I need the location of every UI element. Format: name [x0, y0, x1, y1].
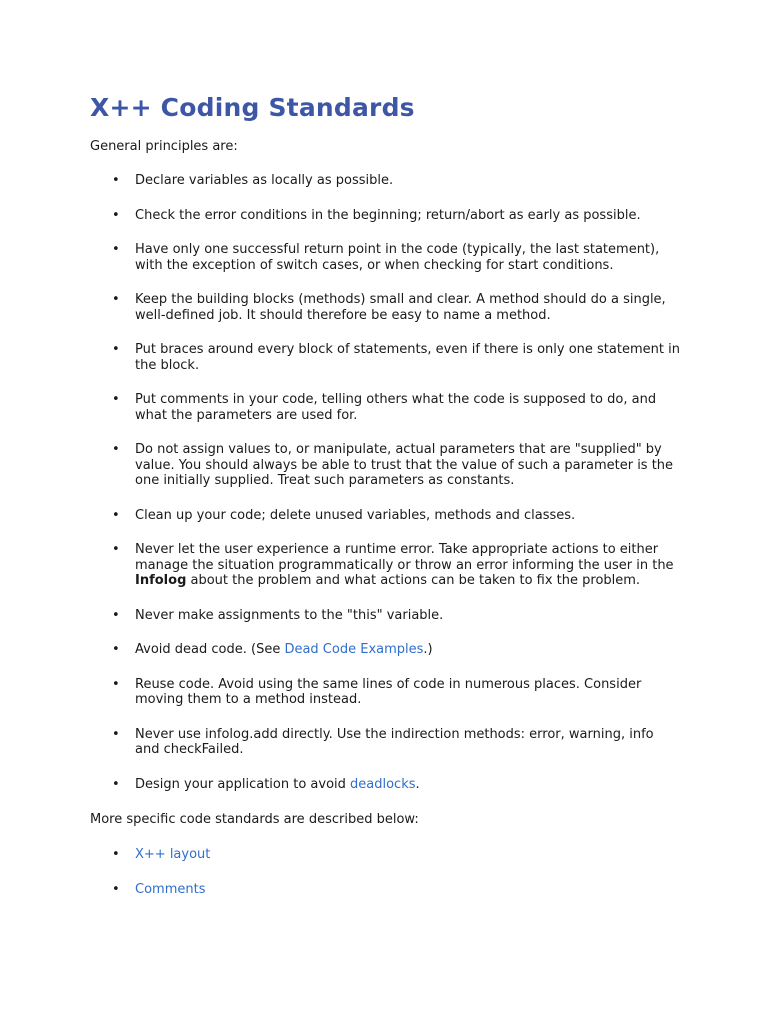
- list-item: [90, 342, 680, 373]
- list-item: [90, 442, 680, 489]
- list-item: [90, 208, 680, 224]
- item-text: Reuse code. Avoid using the same lines of code in numerous places. Consider moving them to a method instead.: [135, 676, 642, 707]
- list-item: [90, 173, 680, 189]
- list-item: [90, 677, 680, 708]
- item-text: Never let the user experience a runtime error. Take appropriate actions to either manage the situation programmatically or throw an error informing the user in the: [135, 542, 674, 573]
- list-item: [90, 847, 680, 863]
- item-text: .): [423, 642, 433, 657]
- list-item: [90, 392, 680, 423]
- item-text: Do not assign values to, or manipulate, actual parameters that are "supplied" by value. You should always be able to trust that the value of such a parameter is the one initially supplied. Treat such parameters as constants.: [135, 442, 674, 488]
- item-text: Never use infolog.add directly. Use the indirection methods: error, warning, info and checkFailed.: [135, 726, 654, 757]
- principles-list: [90, 173, 680, 811]
- list-item: [90, 508, 680, 524]
- list-item: [90, 542, 680, 589]
- item-text: Have only one successful return point in the code (typically, the last statement), with the exception of switch cases, or when checking for start conditions.: [135, 242, 660, 273]
- item-text: Avoid dead code. (See: [135, 642, 285, 657]
- intro-text: General principles are:: [90, 139, 238, 154]
- item-text: Check the error conditions in the beginning; return/abort as early as possible.: [135, 207, 641, 223]
- xpp-layout-link[interactable]: X++ layout: [135, 847, 211, 862]
- dead-code-examples-link[interactable]: Dead Code Examples: [284, 642, 424, 657]
- list-item: [90, 242, 680, 273]
- item-text: Put braces around every block of statements, even if there is only one statement in the block.: [135, 342, 680, 373]
- infolog-term: Infolog: [135, 573, 187, 588]
- list-item: [90, 642, 680, 658]
- standards-links-list: [90, 847, 680, 916]
- item-text: Design your application to avoid: [135, 776, 351, 792]
- item-text: Put comments in your code, telling others what the code is supposed to do, and what the parameters are used for.: [135, 392, 657, 423]
- page-title: X++ Coding Standards: [90, 93, 415, 122]
- comments-link[interactable]: Comments: [135, 881, 206, 897]
- deadlocks-link[interactable]: deadlocks: [350, 776, 416, 792]
- item-text: Declare variables as locally as possible.: [135, 173, 394, 188]
- item-text: Never make assignments to the "this" variable.: [135, 607, 444, 623]
- item-text: Clean up your code; delete unused variables, methods and classes.: [135, 507, 576, 523]
- more-standards-text: More specific code standards are described below:: [90, 812, 419, 827]
- list-item: [90, 727, 680, 758]
- list-item: [90, 882, 680, 898]
- list-item: [90, 777, 680, 793]
- item-text: about the problem and what actions can be taken to fix the problem.: [186, 573, 641, 588]
- item-text: .: [415, 776, 420, 792]
- list-item: [90, 292, 680, 323]
- item-text: Keep the building blocks (methods) small and clear. A method should do a single, well-defined job. It should therefore be easy to name a method.: [135, 292, 666, 323]
- list-item: [90, 608, 680, 624]
